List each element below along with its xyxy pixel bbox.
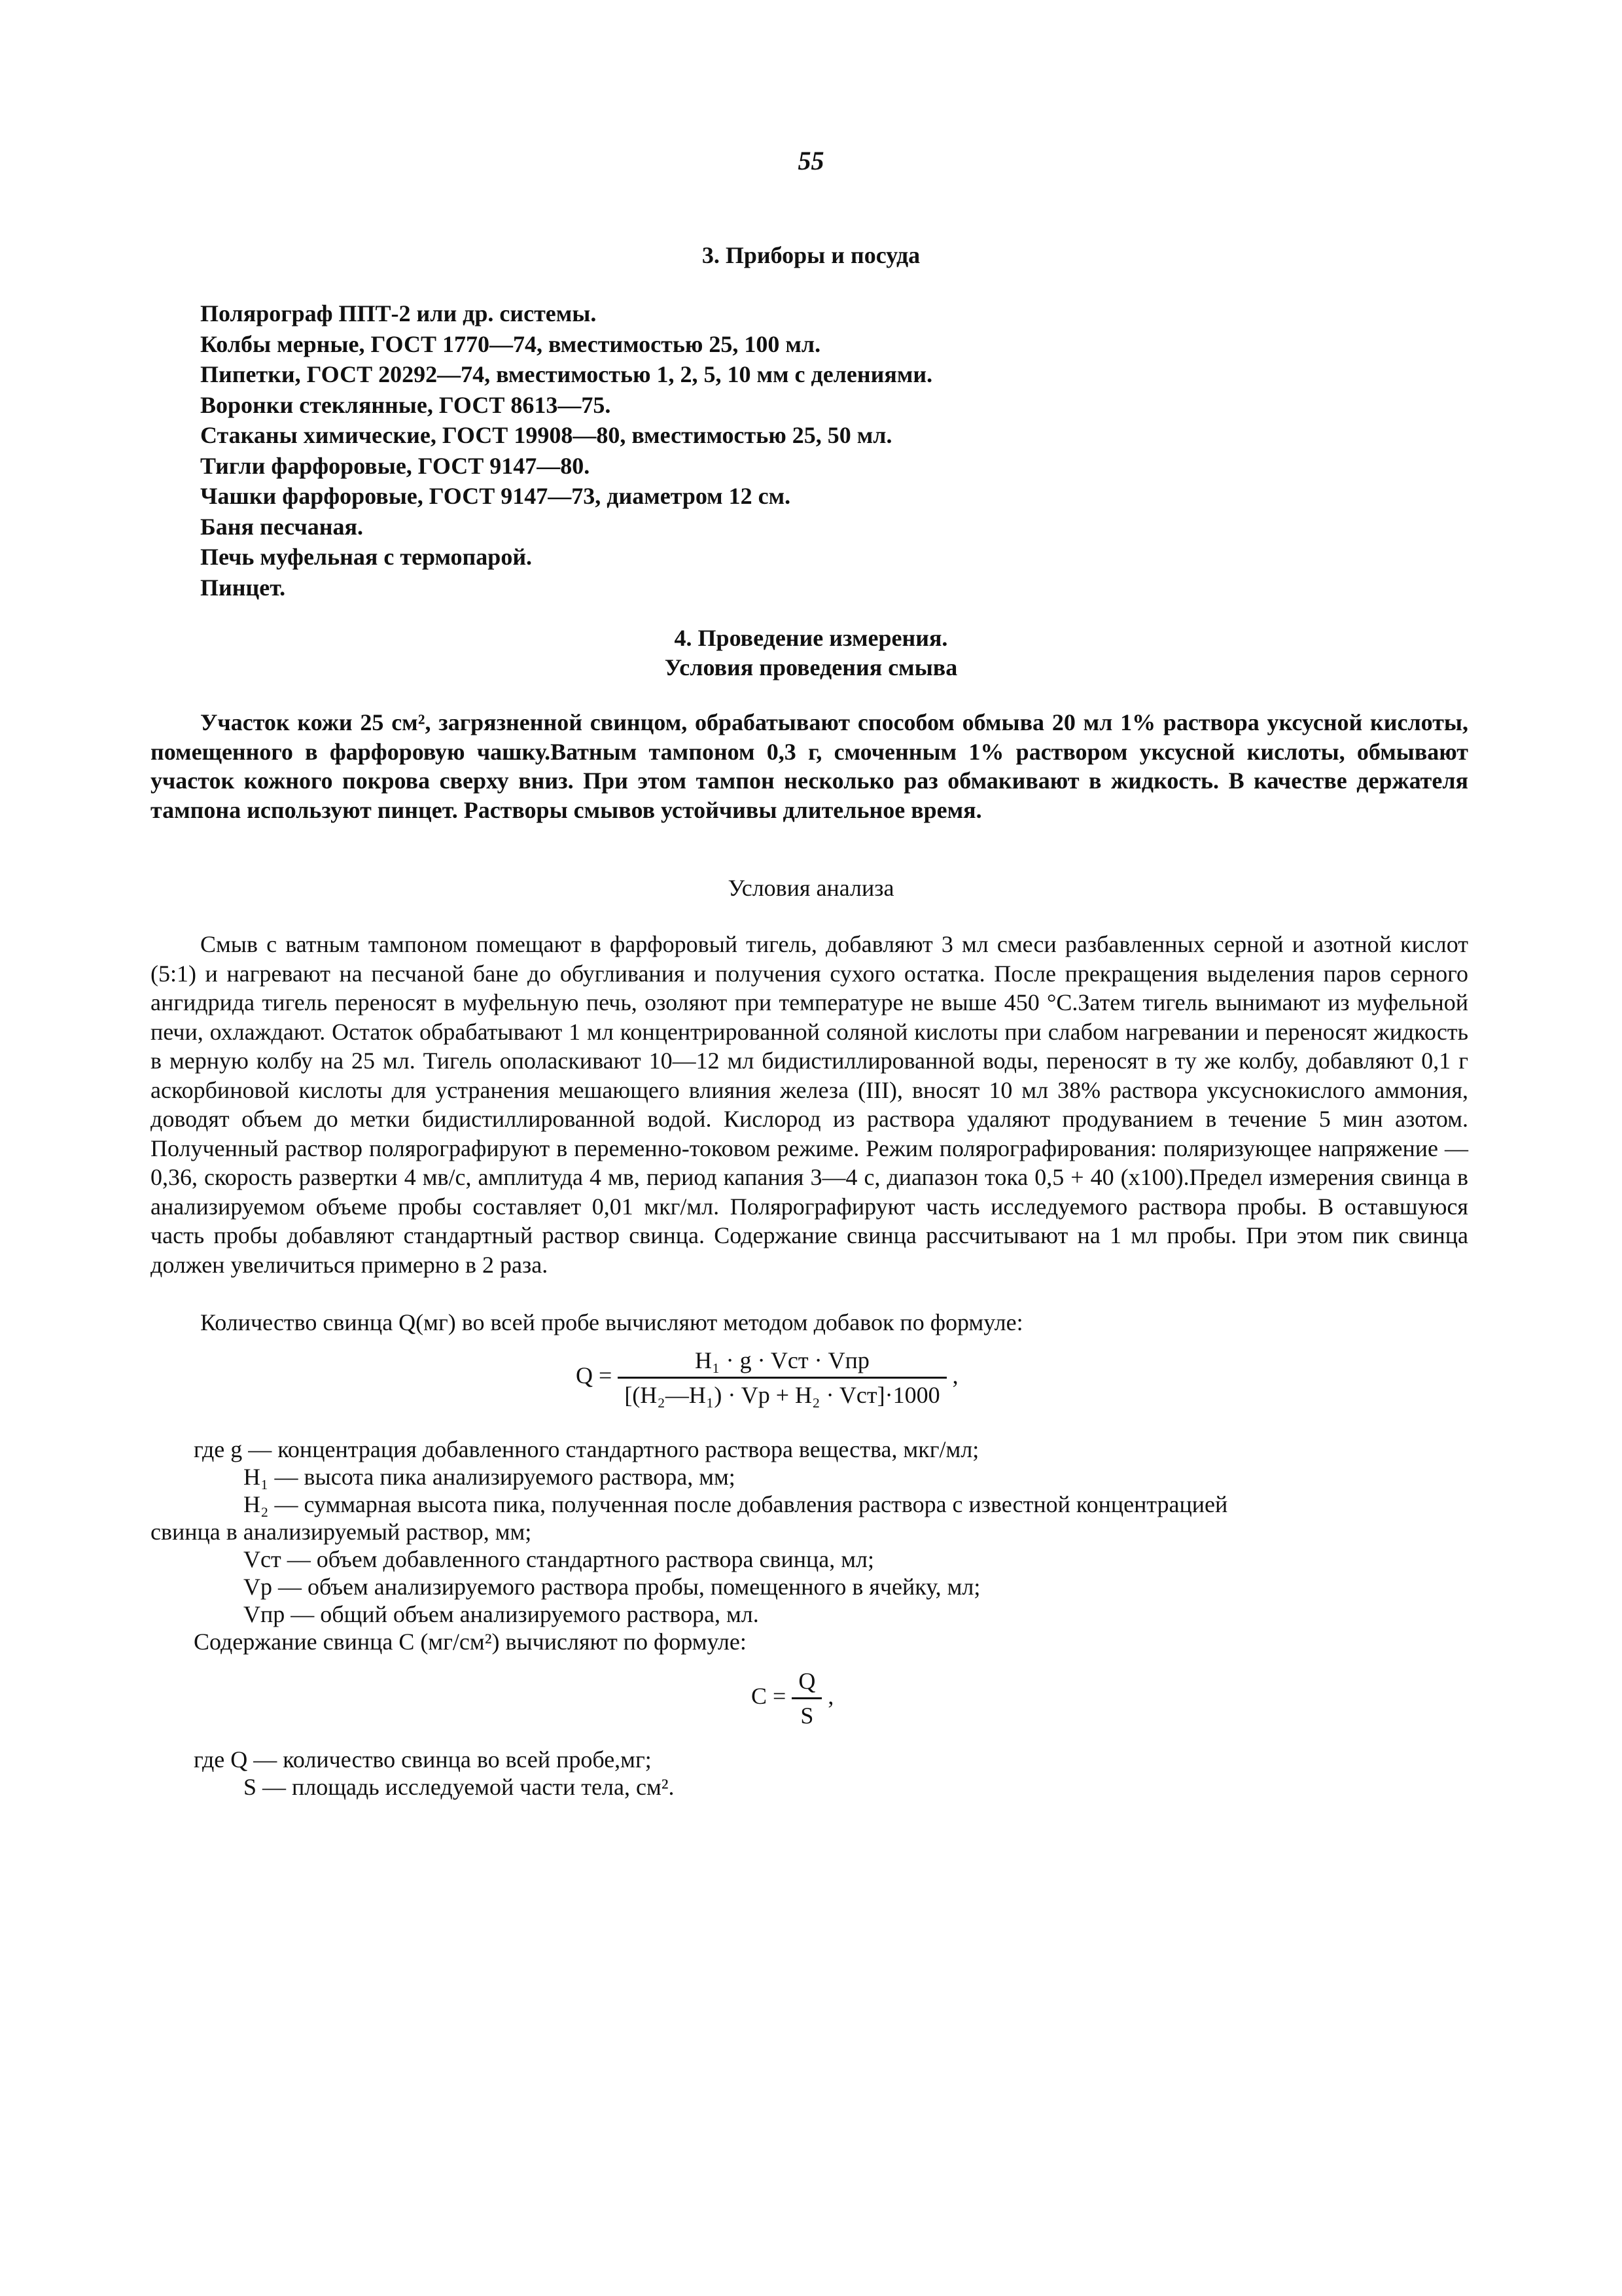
list-item: Баня песчаная. bbox=[200, 513, 363, 540]
quantity-formula-intro: Количество свинца Q(мг) во всей пробе вычисляют методом добавок по формуле: bbox=[200, 1309, 1023, 1335]
list-item: Печь муфельная с термопарой. bbox=[200, 544, 533, 570]
formula-lhs: Q = bbox=[576, 1362, 612, 1388]
legend-vpr: Vпр — общий объем анализируемого раствора, мл. bbox=[243, 1601, 759, 1627]
formula-tail: , bbox=[828, 1682, 834, 1709]
analysis-conditions-heading: Условия анализа bbox=[728, 875, 894, 901]
section-3-heading: 3. Приборы и посуда bbox=[701, 242, 921, 268]
formula-fraction bbox=[618, 1347, 946, 1409]
list-item: Тигли фарфоровые, ГОСТ 9147—80. bbox=[200, 452, 590, 479]
list-item: Чашки фарфоровые, ГОСТ 9147—73, диаметром 12 см. bbox=[200, 483, 791, 509]
formula-numerator: Q bbox=[792, 1667, 822, 1699]
analysis-paragraph: Смыв с ватным тампоном помещают в фарфоровый тигель, добавляют 3 мл смеси разбавленных серной и азотной кислот (5:1) и нагревают на песчаной бане до обугливания и получения сухого остатка. После прекращения выделения паров серного ангидрида тигель переносят в муфельную печь, озоляют при температуре не выше 450 °С.Затем тигель вынимают из муфельной печи, охлаждают. Остаток обрабатывают 1 мл концентрированной соляной кислоты при слабом нагревании и переносят жидкость в мерную колбу на 25 мл. Тигель ополаскивают 10—12 мл бидистиллированной воды, переносят в ту же колбу, добавляют 0,1 г аскорбиновой кислоты для устранения мешающего влияния железа (III), вносят 10 мл 38% раствора уксуснокислого аммония, доводят объем до метки бидистиллированной водой. Кислород из раствора удаляют продуванием в течение 5 мин азотом. Полученный раствор полярографируют в переменно-токовом режиме. Режим полярографирования: поляризующее напряжение — 0,36, скорость развертки 4 мв/с, амплитуда 4 мв, период капания 3—4 с, диапазон тока 0,5 + 40 (x100).Предел измерения свинца в анализируемом объеме пробы составляет 0,01 мкг/мл. Полярографируют часть исследуемого раствора пробы. В оставшуюся часть пробы добавляют стандартный раствор свинца. Содержание свинца рассчитывают на 1 мл пробы. При этом пик свинца должен увеличиться примерно в 2 раза. bbox=[150, 931, 1468, 1278]
wash-paragraph: Участок кожи 25 см², загрязненной свинцом, обрабатывают способом обмыва 20 мл 1% раствора уксусной кислоты, помещенного в фарфоровую чашку.Ватным тампоном 0,3 г, смоченным 1% раствором уксусной кислоты, обмывают участок кожного покрова сверху вниз. При этом тампон несколько раз обмакивают в жидкость. В качестве держателя тампона используют пинцет. Растворы смывов устойчивы длительное время. bbox=[150, 709, 1468, 823]
list-item: Пинцет. bbox=[200, 574, 286, 601]
page-number: 55 bbox=[798, 146, 824, 175]
formula-denominator: S bbox=[800, 1703, 814, 1729]
formula-fraction bbox=[792, 1667, 822, 1729]
list-item: Полярограф ППТ-2 или др. системы. bbox=[200, 300, 597, 327]
formula-denominator: [(H₂—H₁) · Vр + H₂ · Vст]·1000 bbox=[624, 1382, 940, 1408]
legend-q: где Q — количество свинца во всей пробе,мг; bbox=[194, 1746, 652, 1773]
legend-h2: H₂ — суммарная высота пика, полученная после добавления раствора с известной концентрацией bbox=[243, 1491, 1228, 1517]
legend-vst: Vст — объем добавленного стандартного раствора свинца, мл; bbox=[243, 1546, 874, 1572]
list-item: Стаканы химические, ГОСТ 19908—80, вместимостью 25, 50 мл. bbox=[200, 422, 892, 448]
list-item: Воронки стеклянные, ГОСТ 8613—75. bbox=[200, 391, 611, 418]
quantity-formula bbox=[576, 1347, 959, 1409]
list-item: Пипетки, ГОСТ 20292—74, вместимостью 1, 2, 5, 10 мм с делениями. bbox=[200, 361, 933, 387]
equipment-list bbox=[200, 298, 932, 603]
legend-s: S — площадь исследуемой части тела, см². bbox=[243, 1774, 675, 1800]
list-item: Колбы мерные, ГОСТ 1770—74, вместимостью 25, 100 мл. bbox=[200, 330, 821, 357]
legend-vp: Vр — объем анализируемого раствора пробы, помещенного в ячейку, мл; bbox=[243, 1574, 981, 1600]
legend-h1: H₁ — высота пика анализируемого раствора, мм; bbox=[243, 1464, 735, 1490]
formula-lhs: C = bbox=[751, 1682, 786, 1709]
wash-conditions-heading: Условия проведения смыва bbox=[664, 654, 958, 680]
content-formula bbox=[751, 1667, 834, 1729]
content-formula-intro: Содержание свинца C (мг/см²) вычисляют по формуле: bbox=[194, 1629, 747, 1655]
formula-numerator: H₁ · g · Vст · Vпр bbox=[618, 1347, 946, 1379]
legend-h2-continued: свинца в анализируемый раствор, мм; bbox=[150, 1519, 532, 1545]
legend-g: где g — концентрация добавленного стандартного раствора вещества, мкг/мл; bbox=[194, 1436, 979, 1462]
section-4-heading: 4. Проведение измерения. bbox=[674, 625, 948, 651]
formula-tail: , bbox=[952, 1362, 959, 1388]
